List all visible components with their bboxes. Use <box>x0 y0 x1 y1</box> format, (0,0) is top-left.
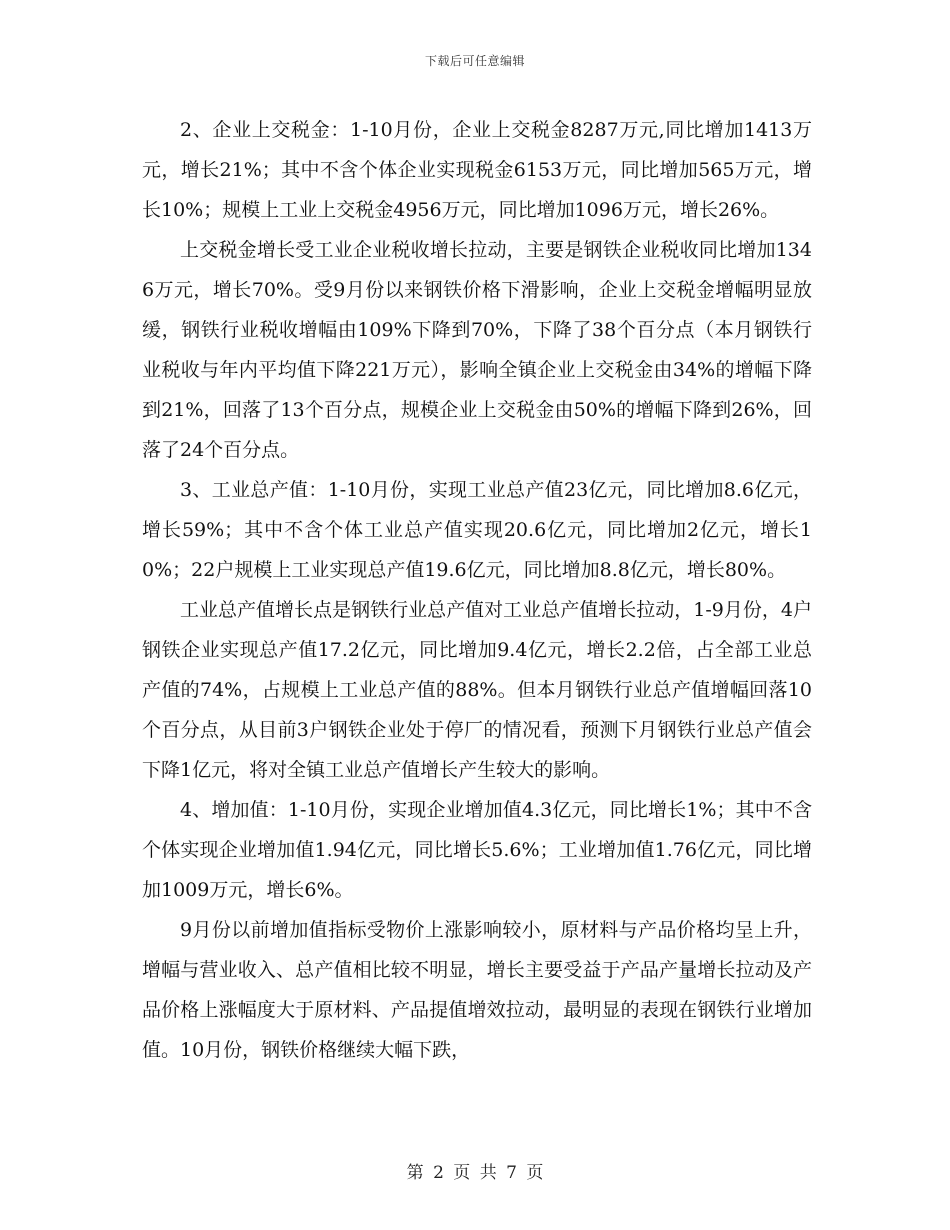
paragraph-output-analysis: 工业总产值增长点是钢铁行业总产值对工业总产值增长拉动，1-9月份，4户钢铁企业实现总产值17.2亿元，同比增加9.4亿元，增长2.2倍，占全部工业总产值的74%，占规模上工业总产值的88%。但本月钢铁行业总产值增幅回落10个百分点，从目前3户钢铁企业处于停厂的情况看，预测下月钢铁行业总产值会下降1亿元，将对全镇工业总产值增长产生较大的影响。 <box>142 599 812 781</box>
paragraph-value-added-analysis: 9月份以前增加值指标受物价上涨影响较小，原材料与产品价格均呈上升，增幅与营业收入、总产值相比较不明显，增长主要受益于产品产量增长拉动及产品价格上涨幅度大于原材料、产品提值增效拉动，最明显的表现在钢铁行业增加值。10月份，钢铁价格继续大幅下跌， <box>142 919 812 1061</box>
paragraph-output: 3、工业总产值：1-10月份，实现工业总产值23亿元，同比增加8.6亿元，增长59%；其中不含个体工业总产值实现20.6亿元，同比增加2亿元，增长10%；22户规模上工业实现总产值19.6亿元，同比增加8.8亿元，增长80%。 <box>142 479 812 581</box>
paragraph-tax-analysis: 上交税金增长受工业企业税收增长拉动，主要是钢铁企业税收同比增加1346万元，增长70%。受9月份以来钢铁价格下滑影响，企业上交税金增幅明显放缓，钢铁行业税收增幅由109%下降到70%，下降了38个百分点（本月钢铁行业税收与年内平均值下降221万元），影响全镇企业上交税金由34%的增幅下降到21%，回落了13个百分点，规模企业上交税金由50%的增幅下降到26%，回落了24个百分点。 <box>142 239 812 461</box>
paragraph-tax: 2、企业上交税金：1-10月份，企业上交税金8287万元,同比增加1413万元，增长21%；其中不含个体企业实现税金6153万元，同比增加565万元，增长10%；规模上工业上交税金4956万元，同比增加1096万元，增长26%。 <box>142 119 812 221</box>
document-body <box>142 110 812 1070</box>
page-header: 下载后可任意编辑 <box>424 54 525 68</box>
paragraph-value-added: 4、增加值：1-10月份，实现企业增加值4.3亿元，同比增长1%；其中不含个体实现企业增加值1.94亿元，同比增长5.6%；工业增加值1.76亿元，同比增加1009万元，增长6%。 <box>142 799 812 901</box>
page-number: 第 2 页 共 7 页 <box>406 1163 544 1183</box>
